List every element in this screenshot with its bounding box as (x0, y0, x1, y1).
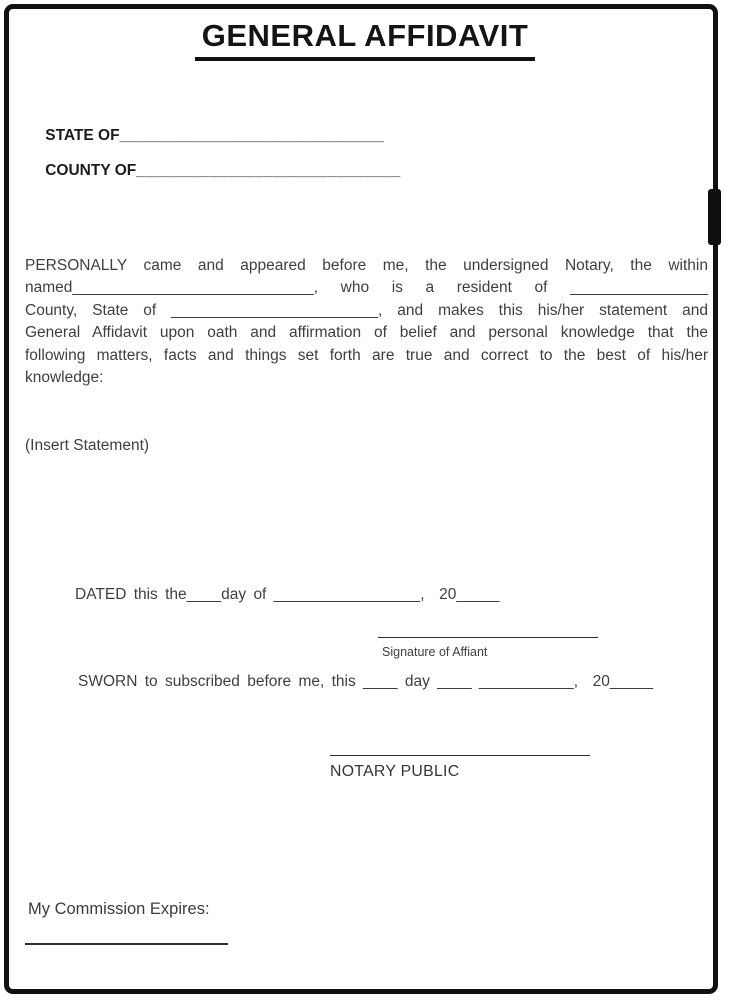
signature-of-affiant-label: Signature of Affiant (382, 645, 488, 659)
scan-artifact-blob (708, 189, 721, 245)
paragraph-line: PERSONALLY came and appeared before me, the undersigned Notary, the within (25, 257, 708, 274)
notary-signature-line (330, 755, 590, 756)
dated-line: DATED this the____day of _________________, 20_____ (75, 586, 500, 603)
paragraph-line: following matters, facts and things set forth are true and correct to the best of his/her (25, 346, 708, 364)
document-title: GENERAL AFFIDAVIT (195, 18, 536, 61)
commission-expires-line (25, 943, 228, 945)
county-of-row (28, 144, 401, 198)
paragraph-line: General Affidavit upon oath and affirmation of belief and personal knowledge that the (25, 324, 708, 342)
paragraph-line: knowledge: (25, 369, 104, 387)
state-of-label: STATE OF (45, 127, 120, 144)
affidavit-body-paragraph (25, 255, 708, 389)
county-of-label: COUNTY OF (45, 162, 137, 179)
paragraph-line: named____________________________, who is a resident of ________________ (25, 279, 708, 297)
commission-expires-label: My Commission Expires: (28, 900, 210, 918)
paragraph-line: County, State of ________________________, and makes this his/her statement and (25, 301, 708, 319)
sworn-line: SWORN to subscribed before me, this ____ day ____ ___________, 20_____ (78, 673, 654, 690)
state-of-blank-field: _____________________________ (119, 127, 385, 144)
notary-public-label: NOTARY PUBLIC (330, 763, 460, 780)
insert-statement-placeholder: (Insert Statement) (25, 437, 150, 454)
title-container (0, 18, 730, 61)
signature-line (378, 637, 598, 638)
county-of-blank-field: _____________________________ (136, 162, 401, 179)
